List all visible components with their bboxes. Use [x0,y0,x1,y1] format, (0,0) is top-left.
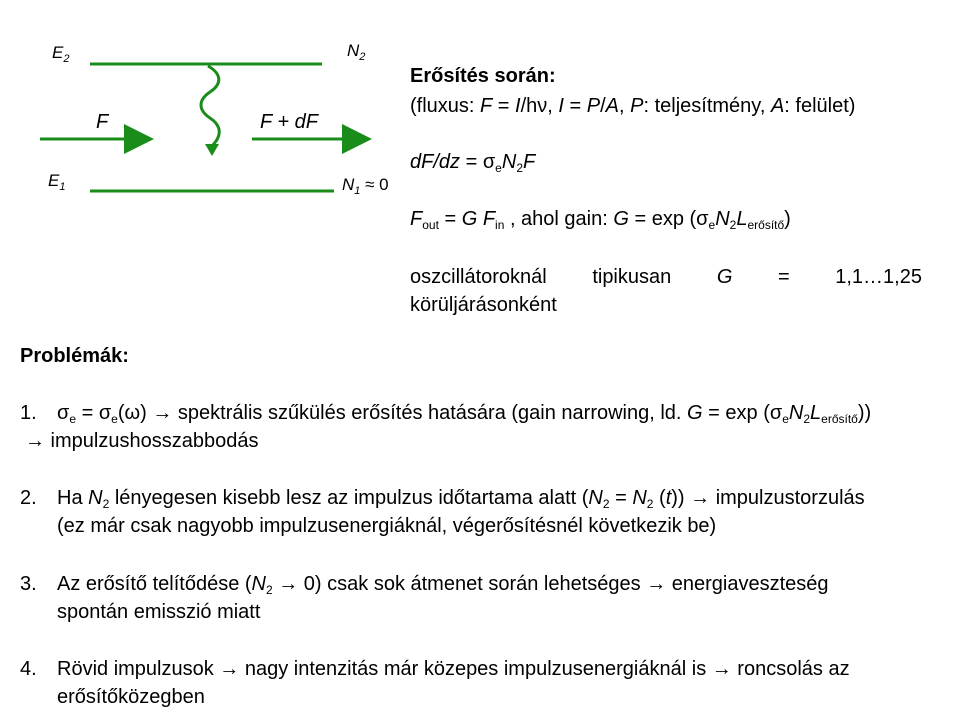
differential-equation: $dF/dz = \sigma_eN_2F$ [410,151,536,175]
stimulated-emission-wavy-arrow [201,66,219,146]
wavy-arrowhead [205,144,219,156]
flux-definition: (fluxus: F = I/hν, I = P/A, P: teljesítmény, A: felület) [410,95,856,117]
problem-item-3: 3. Az erősítő telítődése $(N_2 \to 0)$ csak sok átmenet során lehetséges → energiaveszteség spontán emisszió miatt [20,573,829,623]
n2-label: $N_2$ [347,41,366,63]
problem-item-4: 4. Rövid impulzusok → nagy intenzitás már közepes impulzusenergiáknál is → roncsolás az erősítőközegben [20,658,850,708]
oscillator-gain-note: oszcillátoroknál tipikusan G = 1,1…1,25 körüljárásonként [410,266,922,316]
amplification-heading: Erősítés során: [410,65,556,87]
flux-out-label: F + dF [260,111,318,133]
problem-item-2: 2. Ha $N_2$ lényegesen kisebb lesz az impulzus időtartama alatt ($N_2 = N_2$ (t)) → impulzustorzulás (ez már csak nagyobb impulzusenergiáknál, végerősítésnél következik be) [20,487,865,537]
energy-level-diagram [0,0,400,215]
gain-equation: $F_{out} = G$ $F_{in}$ , ahol gain: $G = \exp (\sigma_eN_2L_{erősítő})$ [410,208,791,232]
n1-label: $N_1 \approx 0$ [342,175,389,197]
problems-heading: Problémák: [20,345,129,367]
e1-label: $E_1$ [48,171,66,193]
e2-label: $E_2$ [52,43,70,65]
flux-in-label: F [96,111,109,133]
problem-item-1: 1. $\sigma_e = \sigma_e(\omega)$ → spektrális szűkülés erősítés hatására (gain narrowing, ld. $G = \exp (\sigma_eN_2L_{erősítő})$) → impulzushosszabbodás [20,402,872,452]
